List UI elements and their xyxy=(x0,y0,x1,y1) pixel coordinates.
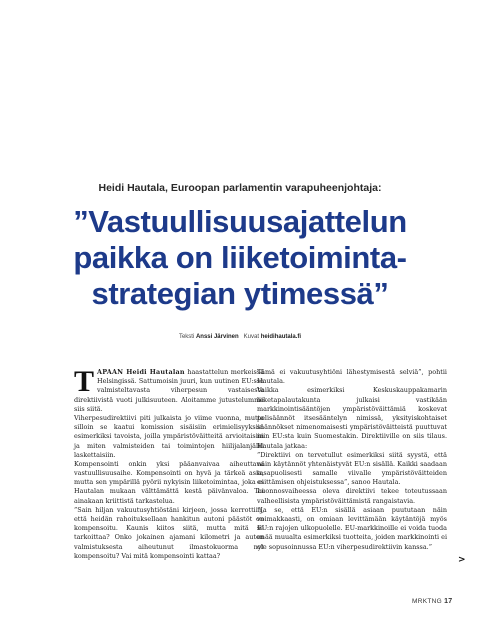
body-paragraph: Viherpesudirektiivi piti julkaista jo viime vuonna, mutta silloin se kaatui komission sisäisiin erimielisyyksiin esimerkiksi tavoista, joilla ympäristöväitteitä arvioitaisiin ja miten valmisteiden tai toimintojen hiilijalanjälki laskettaisiin. xyxy=(74,413,264,459)
body-paragraph: ”Direktiivi on tervetullut esimerkiksi siitä syystä, että näin käytännöt yhtenäistyvät EU:n sisällä. Kaikki saadaan tasapuolisesti samalle viivalle ympäristöväitteiden esittämisen ohjeistuksessa”, sanoo Hautala. xyxy=(257,450,447,487)
lead-text: haastattelun merkeissä Helsingissä. Sattumoisin juuri, kun uutinen EU:ssa valmisteltavasta viherpesun vastaisesta direktiivistä vuoti julkisuuteen. Aloitamme jutustelumme siis siitä. xyxy=(74,368,264,413)
kicker: Heidi Hautala, Euroopan parlamentin varapuheenjohtaja: xyxy=(98,182,382,194)
photo-credit-source: heidihautala.fi xyxy=(260,334,302,340)
body-paragraph: ”Ja se, että EU:n sisällä asiaan puututaan näin voimakkaasti, on omiaan levittämään käytäntöjä myös EU:n rajojen ulkopuolelle. EU-markkinoille ei voida tuoda enää muualta esimerkiksi tuotteita, joiden markkinointi ei ole sopusoinnussa EU:n viherpesudirektiivin kanssa.” xyxy=(257,505,447,551)
text-credit-label: Teksti xyxy=(178,334,195,340)
lead-caps: APAAN Heidi Hautalan xyxy=(97,368,185,376)
photo-credit-label: Kuvat xyxy=(243,334,260,340)
drop-cap: T xyxy=(74,365,95,398)
headline-line-1: ”Vastuullisuusajattelun xyxy=(73,204,407,239)
body-column-left xyxy=(74,365,264,561)
lead-paragraph xyxy=(74,365,264,414)
body-paragraph: Kompensointi onkin yksi pääanvaivaa aiheuttava vastuullisuusaihe. Kompensointi on hyvä ja tärkeä asia, mutta sen ympärillä pyörii nykyisin liiketoimintaa, joka ei Hautalan mukaan välttämättä kestä päivänvaloa. Tai ainakaan kriittistä tarkastelua. xyxy=(74,459,264,505)
body-paragraph: ”Sain hiljan vakuutusyhtiöstäni kirjeen, jossa kerrottiin, että heidän rahoituksellaan hankitun autoni päästöt on kompensoitu. Kaunis kiitos siitä, mutta mitä se tarkoittaa? Onko jokainen ajamani kilometri ja auton valmistuksesta aiheutunut ilmastokuorma nyt kompensoitu? Vai mitä kompensointi kattaa? xyxy=(74,505,264,560)
magazine-name: MRKTNG xyxy=(412,598,442,605)
body-paragraph: Tämä ei vakuutusyhtiöni lähestymisestä selviä”, pohtii Hautala. xyxy=(257,368,447,386)
body-column-right xyxy=(257,368,447,552)
page-folio xyxy=(412,598,452,605)
headline-line-2: paikka on liiketoiminta- xyxy=(73,240,407,275)
page-number: 17 xyxy=(444,598,453,605)
text-credit-author: Anssi Järvinen xyxy=(195,334,239,340)
headline-line-3: strategian ytimessä” xyxy=(91,276,389,311)
byline xyxy=(0,334,480,340)
headline xyxy=(40,204,440,312)
body-paragraph: Vaikka esimerkiksi Keskuskauppakamarin liiketapalautakunta julkaisi vastikään markkinointisääntöjen ympäristöväittämiä koskevat pelisäännöt itsesääntelyn nimissä, yksityiskohtaiset säännökset nimenomaisesti ympäristöväitteistä puuttuvat niin EU:sta kuin Suomestakin. Direktiiville on siis tilaus. Hautala jatkaa: xyxy=(257,386,447,450)
continue-arrow-icon: > xyxy=(458,555,466,565)
body-paragraph: Luonnosvaiheessa oleva direktiivi tekee toteutussaan valheellisista ympäristöväittämistä rangaistavia. xyxy=(257,487,447,505)
